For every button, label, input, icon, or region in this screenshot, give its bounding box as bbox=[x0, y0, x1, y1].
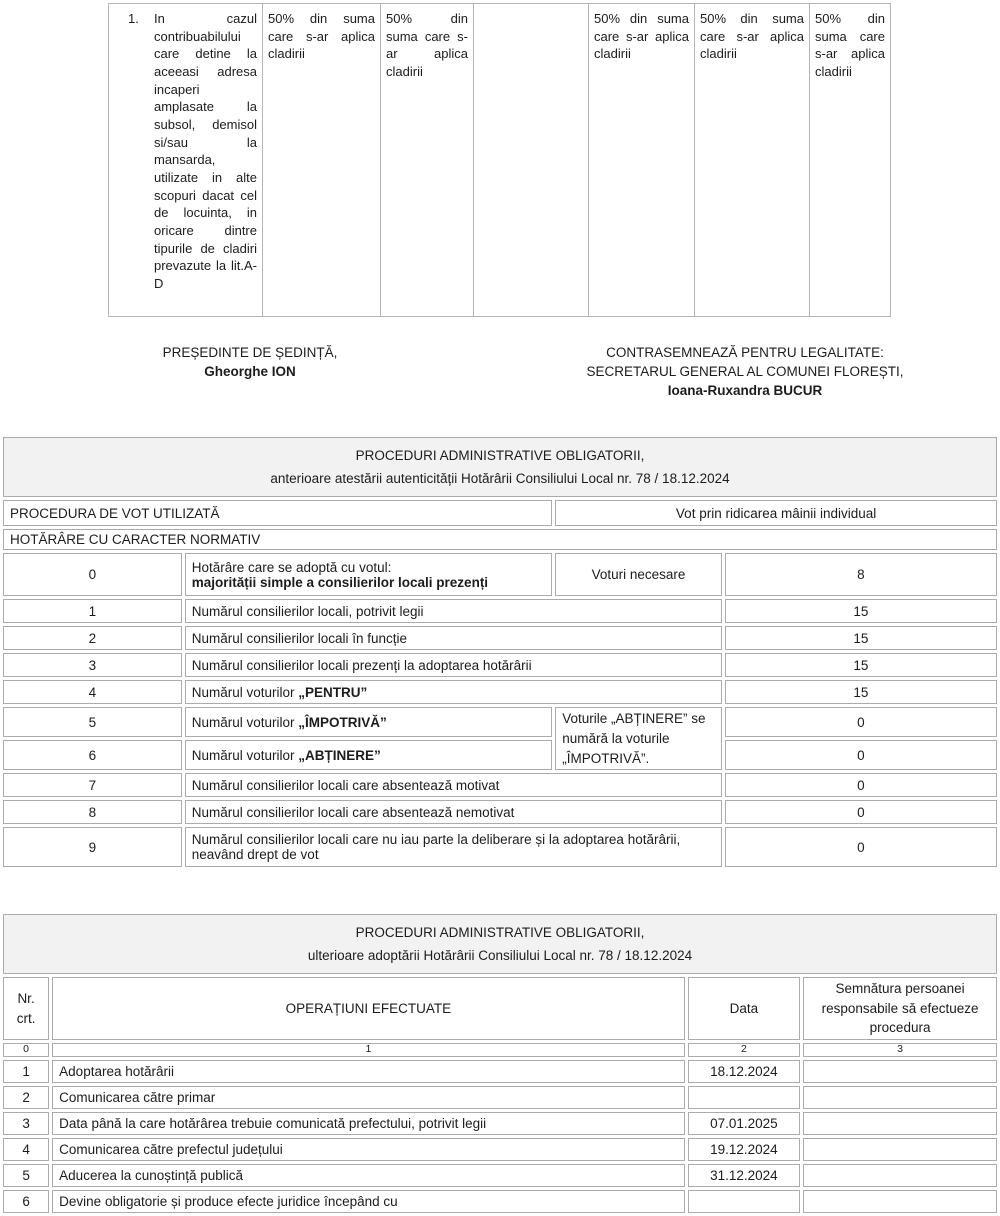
row-value: 15 bbox=[725, 680, 997, 704]
row-value: 15 bbox=[725, 626, 997, 650]
normative-section-row bbox=[3, 529, 997, 550]
ops-row-1 bbox=[3, 1060, 997, 1083]
row-number: 3 bbox=[3, 653, 182, 677]
tax-rate-cell: 50% din suma care s-ar aplica cladirii bbox=[381, 4, 474, 317]
column-index-row bbox=[3, 1043, 997, 1057]
vote-row-7 bbox=[3, 773, 997, 797]
operation-signature bbox=[803, 1086, 997, 1109]
operation-signature bbox=[803, 1190, 997, 1213]
row-value: 0 bbox=[725, 800, 997, 824]
header-operations: OPERAȚIUNI EFECTUATE bbox=[52, 977, 685, 1040]
post-adoption-operations-table bbox=[0, 911, 1000, 1216]
tax-rate-cell: 50% din suma care s-ar aplica cladirii bbox=[695, 4, 810, 317]
operation-date: 07.01.2025 bbox=[688, 1112, 800, 1135]
operation-date bbox=[688, 1190, 800, 1213]
header-nr-crt: Nr. crt. bbox=[3, 977, 49, 1040]
col-index: 3 bbox=[803, 1043, 997, 1057]
row-number: 4 bbox=[3, 680, 182, 704]
votes-needed-label: Voturi necesare bbox=[555, 553, 722, 596]
president-title: PREȘEDINTE DE ȘEDINȚĂ, bbox=[162, 345, 338, 360]
vote-table-title-row bbox=[3, 437, 997, 497]
vote-row-5 bbox=[3, 707, 997, 737]
operation-signature bbox=[803, 1138, 997, 1161]
ops-row-4 bbox=[3, 1138, 997, 1161]
header-date: Data bbox=[688, 977, 800, 1040]
ops-table-title-row bbox=[3, 914, 997, 974]
tax-rate-cell: 50% din suma care s-ar aplica cladirii bbox=[589, 4, 695, 317]
row-value: 0 bbox=[725, 773, 997, 797]
vote-table-title-line2: anterioare atestării autenticității Hotărârii Consiliului Local nr. 78 / 18.12.2024 bbox=[270, 471, 730, 487]
operation-label: Devine obligatorie și produce efecte juridice începând cu bbox=[52, 1190, 685, 1213]
operation-date: 19.12.2024 bbox=[688, 1138, 800, 1161]
list-number: 1. bbox=[128, 11, 139, 26]
vote-row-2 bbox=[3, 626, 997, 650]
row-value: 0 bbox=[725, 827, 997, 867]
vote-procedure-value: Vot prin ridicarea mâinii individual bbox=[555, 500, 997, 526]
building-tax-table bbox=[108, 3, 891, 317]
row-number: 6 bbox=[3, 740, 182, 770]
row-number: 0 bbox=[3, 553, 182, 596]
operation-date bbox=[688, 1086, 800, 1109]
vote-procedure-row bbox=[3, 500, 997, 526]
row-label: Numărul consilierilor locali care absentează motivat bbox=[185, 773, 722, 797]
countersign-title: CONTRASEMNEAZĂ PENTRU LEGALITATE: bbox=[606, 345, 884, 360]
vote-row-4 bbox=[3, 680, 997, 704]
vote-row-0 bbox=[3, 553, 997, 596]
row-number: 6 bbox=[3, 1190, 49, 1213]
row-label: Numărul consilierilor locali prezenți la adoptarea hotărârii bbox=[185, 653, 722, 677]
majority-label bbox=[185, 553, 552, 596]
operation-date: 18.12.2024 bbox=[688, 1060, 800, 1083]
row-value: 0 bbox=[725, 707, 997, 737]
row-value: 0 bbox=[725, 740, 997, 770]
ops-table-title-line2: ulterioare adoptării Hotărârii Consiliului Local nr. 78 / 18.12.2024 bbox=[307, 948, 693, 964]
operation-label: Data până la care hotărârea trebuie comunicată prefectului, potrivit legii bbox=[52, 1112, 685, 1135]
ops-row-2 bbox=[3, 1086, 997, 1109]
tax-rate-cell: 50% din suma care s-ar aplica cladirii bbox=[263, 4, 381, 317]
vote-row-8 bbox=[3, 800, 997, 824]
operation-label: Aducerea la cunoștință publică bbox=[52, 1164, 685, 1187]
ops-row-5 bbox=[3, 1164, 997, 1187]
row-number: 3 bbox=[3, 1112, 49, 1135]
operation-signature bbox=[803, 1164, 997, 1187]
col-index: 0 bbox=[3, 1043, 49, 1057]
vote-table-title bbox=[3, 437, 997, 497]
row-label: Numărul consilierilor locali care absentează nemotivat bbox=[185, 800, 722, 824]
vote-procedure-table bbox=[0, 434, 1000, 870]
operation-label: Adoptarea hotărârii bbox=[52, 1060, 685, 1083]
vote-row-3 bbox=[3, 653, 997, 677]
row-value: 15 bbox=[725, 653, 997, 677]
row-number: 4 bbox=[3, 1138, 49, 1161]
operation-signature bbox=[803, 1060, 997, 1083]
ops-table-title-line1: PROCEDURI ADMINISTRATIVE OBLIGATORII, bbox=[355, 924, 645, 940]
row-value: 15 bbox=[725, 599, 997, 623]
row-label: Numărul voturilor „PENTRU” bbox=[185, 680, 722, 704]
row-number: 1 bbox=[3, 599, 182, 623]
vote-table-title-line1: PROCEDURI ADMINISTRATIVE OBLIGATORII, bbox=[355, 447, 645, 463]
row-number: 7 bbox=[3, 773, 182, 797]
row-number: 9 bbox=[3, 827, 182, 867]
ops-row-6 bbox=[3, 1190, 997, 1213]
vote-row-9 bbox=[3, 827, 997, 867]
tax-rate-cell: 50% din suma care s-ar aplica cladirii bbox=[810, 4, 891, 317]
row-number: 1 bbox=[3, 1060, 49, 1083]
row-label: Numărul consilierilor locali în funcție bbox=[185, 626, 722, 650]
ops-table-title bbox=[3, 914, 997, 974]
operation-date: 31.12.2024 bbox=[688, 1164, 800, 1187]
president-name: Gheorghe ION bbox=[204, 364, 296, 380]
col-index: 2 bbox=[688, 1043, 800, 1057]
votes-needed-value: 8 bbox=[725, 553, 997, 596]
majority-label-line2: majorității simple a consilierilor locali prezenți bbox=[191, 574, 489, 590]
row-number: 5 bbox=[3, 1164, 49, 1187]
normative-section-label: HOTĂRÂRE CU CARACTER NORMATIV bbox=[3, 529, 997, 550]
secretary-signature bbox=[530, 343, 960, 400]
row-label: Numărul consilierilor locali care nu iau parte la deliberare și la adoptarea hotărârii, neavând drept de vot bbox=[185, 827, 722, 867]
signature-block bbox=[0, 343, 1000, 400]
header-signature: Semnătura persoanei responsabile să efectueze procedura bbox=[803, 977, 997, 1040]
operation-label: Comunicarea către primar bbox=[52, 1086, 685, 1109]
tax-case-cell bbox=[109, 4, 263, 317]
row-label: Numărul consilierilor locali, potrivit legii bbox=[185, 599, 722, 623]
president-signature bbox=[100, 343, 400, 400]
secretary-name: Ioana-Ruxandra BUCUR bbox=[667, 383, 823, 399]
ops-row-3 bbox=[3, 1112, 997, 1135]
row-label: Numărul voturilor „ÎMPOTRIVĂ” bbox=[185, 707, 552, 737]
tax-case-description: In cazul contribuabilului care detine la aceeasi adresa incaperi amplasate la subsol, demisol si/sau la mansarda, utilizate in alte scopuri dacat cel de locuinta, in oricare dintre tipurile de cladiri prevazute la lit.A-D bbox=[154, 11, 257, 292]
ops-header-row bbox=[3, 977, 997, 1040]
row-label: Numărul voturilor „ABȚINERE” bbox=[185, 740, 552, 770]
row-number: 5 bbox=[3, 707, 182, 737]
col-index: 1 bbox=[52, 1043, 685, 1057]
row-number: 2 bbox=[3, 626, 182, 650]
abstain-note: Voturile „ABȚINERE” se numără la voturile „ÎMPOTRIVĂ”. bbox=[555, 707, 722, 770]
vote-procedure-label: PROCEDURA DE VOT UTILIZATĂ bbox=[3, 500, 552, 526]
vote-row-1 bbox=[3, 599, 997, 623]
tax-table-row bbox=[109, 4, 891, 317]
secretary-title: SECRETARUL GENERAL AL COMUNEI FLOREȘTI, bbox=[586, 364, 904, 380]
vote-row-6 bbox=[3, 740, 997, 770]
operation-signature bbox=[803, 1112, 997, 1135]
row-number: 8 bbox=[3, 800, 182, 824]
row-number: 2 bbox=[3, 1086, 49, 1109]
tax-rate-cell-empty bbox=[474, 4, 589, 317]
majority-label-line1: Hotărâre care se adoptă cu votul: bbox=[191, 559, 392, 575]
operation-label: Comunicarea către prefectul județului bbox=[52, 1138, 685, 1161]
